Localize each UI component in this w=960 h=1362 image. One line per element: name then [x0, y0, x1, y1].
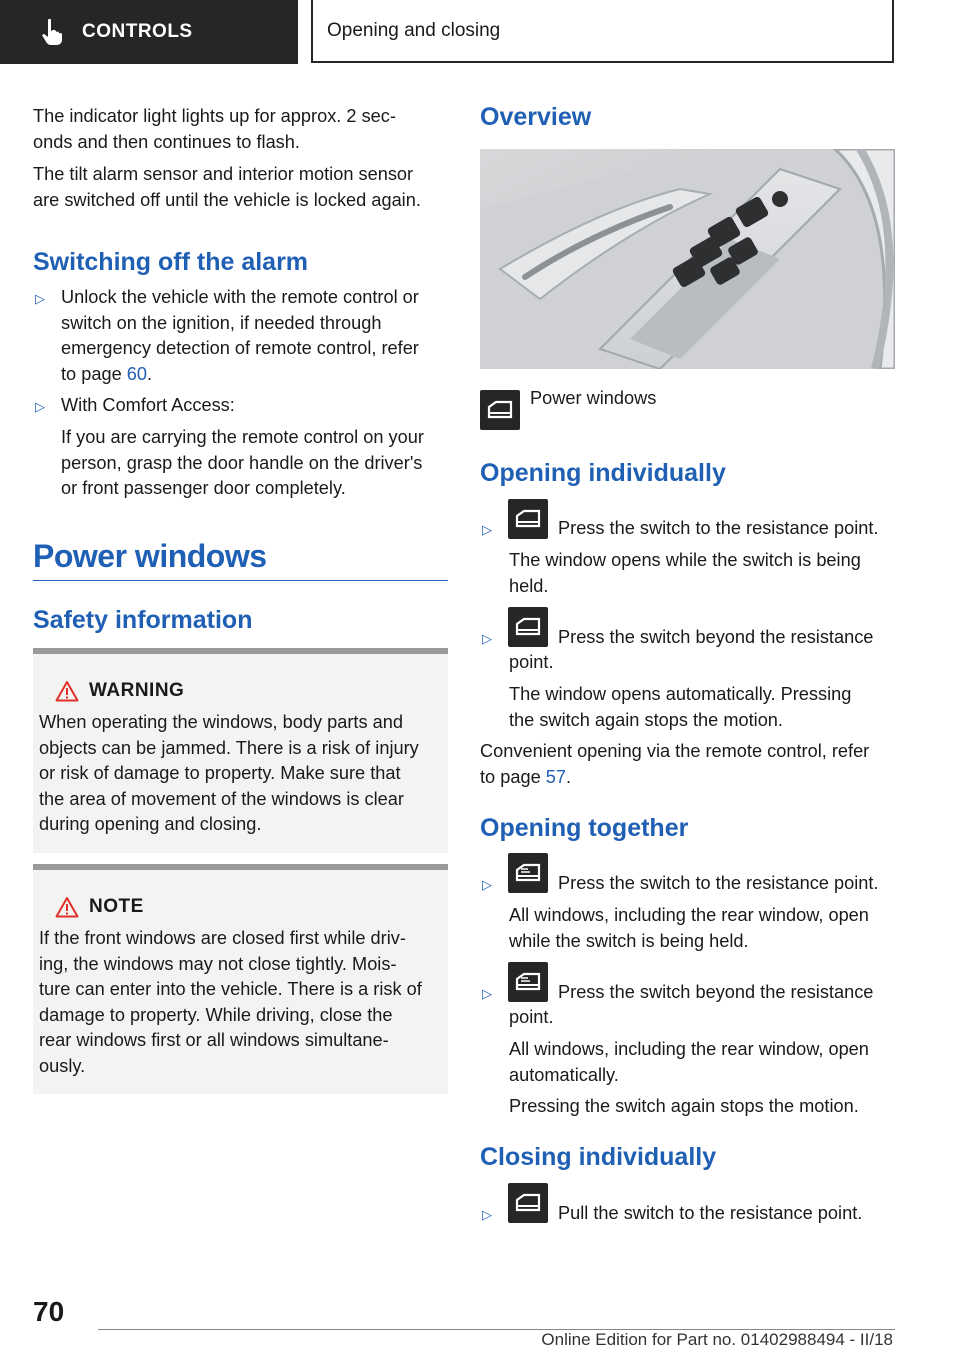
open-together-step-1: Press the switch to the resistance point.: [558, 873, 879, 893]
open-individually-step-2: Press the switch beyond the resistance: [558, 627, 874, 647]
open-individually-step-2-cont: point.: [509, 652, 554, 672]
door-panel-illustration: [480, 149, 895, 369]
note-label: NOTE: [89, 896, 144, 917]
note-triangle-icon: [55, 896, 79, 918]
window-switch-icon: [480, 390, 520, 430]
warning-label: WARNING: [89, 680, 185, 701]
open-together-step-2-cont: point.: [509, 1007, 554, 1027]
closing-individually-heading: Closing individually: [480, 1143, 717, 1171]
safety-information-heading: Safety information: [33, 606, 253, 634]
switch-off-item-2-title: With Comfort Access:: [61, 395, 235, 415]
warning-text: When operating the windows, body parts and objects can be jammed. There is a risk of injury or risk of damage to property. Make sure that the area of movement of the windows is clear during opening and closing.: [39, 712, 419, 834]
overview-caption: Power windows: [530, 388, 657, 408]
window-open-icon: [508, 499, 548, 539]
intro-paragraph-1: The indicator light lights up for approx. 2 sec- onds and then continues to flash.: [33, 106, 396, 152]
open-together-step-2-detail: All windows, including the rear window, open automatically.: [509, 1039, 869, 1085]
window-close-icon: [508, 1183, 548, 1223]
bullet-triangle-icon: ▷: [482, 1207, 492, 1222]
bullet-triangle-icon: ▷: [482, 522, 492, 537]
warning-box: [33, 648, 448, 853]
section-tab: [0, 0, 298, 64]
switch-off-item-1-text: Unlock the vehicle with the remote control or switch on the ignition, if needed through emergency detection of remote control, refer to page: [61, 287, 419, 384]
opening-together-heading: Opening together: [480, 814, 689, 842]
switching-off-heading: Switching off the alarm: [33, 248, 309, 276]
open-individually-step-1-detail: The window opens while the switch is being held.: [509, 550, 861, 596]
close-individually-step-1: Pull the switch to the resistance point.: [558, 1203, 863, 1223]
open-together-step-2-detail-2: Pressing the switch again stops the motion.: [509, 1096, 859, 1116]
window-open-icon: [508, 607, 548, 647]
bullet-triangle-icon: ▷: [482, 877, 492, 892]
convenient-opening-end: .: [565, 766, 572, 787]
all-windows-icon: [508, 853, 548, 893]
note-text: If the front windows are closed first while driv- ing, the windows may not close tightly. Mois- ture can enter into the vehicle. There is a risk of damage to property. While driving, close the rear windows first or all windows simultane- ously.: [39, 928, 422, 1076]
bullet-triangle-icon: ▷: [35, 291, 45, 306]
power-window-switches-photo: [480, 149, 895, 369]
open-individually-step-2-detail: The window opens automatically. Pressing the switch again stops the motion.: [509, 684, 852, 730]
convenient-opening-text: [480, 739, 869, 790]
open-together-step-1-detail: All windows, including the rear window, open while the switch is being held.: [509, 905, 869, 951]
switch-off-item-1: [61, 285, 451, 387]
switch-off-item-1-end: .: [146, 363, 153, 384]
all-windows-icon: [508, 962, 548, 1002]
intro-paragraph-2: The tilt alarm sensor and interior motion sensor are switched off until the vehicle is locked again.: [33, 164, 421, 210]
switch-off-item-2-text: If you are carrying the remote control on your person, grasp the door handle on the driver's or front passenger door completely.: [61, 427, 424, 498]
note-box: [33, 864, 448, 1094]
open-together-step-2: Press the switch beyond the resistance: [558, 982, 874, 1002]
edition-note: Online Edition for Part no. 01402988494 - II/18: [541, 1330, 893, 1349]
convenient-opening-body: Convenient opening via the remote control, refer to page: [480, 741, 870, 787]
heading-rule: [33, 580, 448, 581]
chapter-title-text: Opening and closing: [327, 19, 501, 41]
page-number: 70: [33, 1296, 65, 1327]
bullet-triangle-icon: ▷: [482, 986, 492, 1001]
page-link-60[interactable]: 60: [126, 363, 147, 384]
bullet-triangle-icon: ▷: [482, 631, 492, 646]
power-windows-heading: Power windows: [33, 538, 267, 574]
note-header: [45, 896, 144, 918]
warning-triangle-icon: [55, 680, 79, 702]
opening-individually-heading: Opening individually: [480, 459, 726, 487]
page-link-57[interactable]: 57: [545, 766, 566, 787]
chapter-title: [311, 0, 894, 63]
overview-heading: Overview: [480, 103, 592, 131]
hand-pointer-icon: [40, 18, 66, 46]
section-label: CONTROLS: [82, 21, 193, 42]
warning-header: [45, 680, 184, 702]
bullet-triangle-icon: ▷: [35, 399, 45, 414]
open-individually-step-1: Press the switch to the resistance point.: [558, 518, 879, 538]
